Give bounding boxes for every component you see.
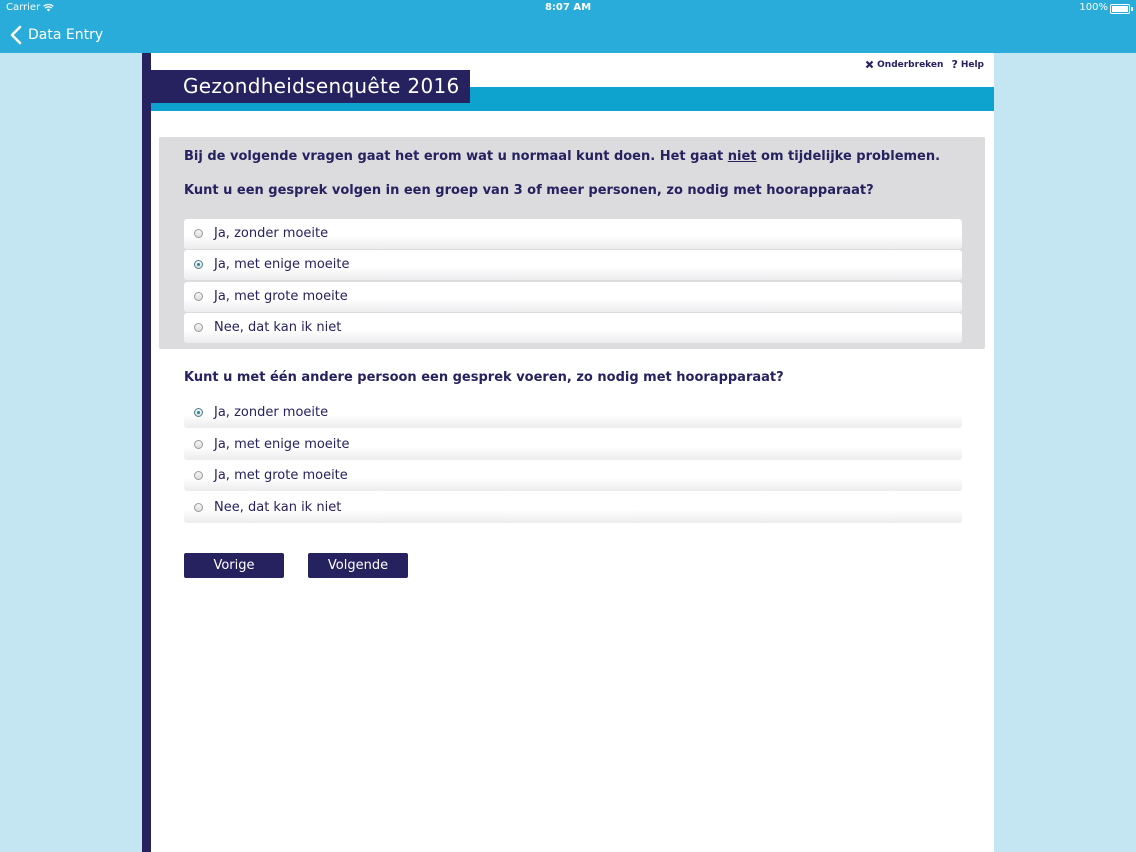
option-label: Ja, met enige moeite	[214, 437, 350, 452]
battery-tip	[1131, 7, 1133, 11]
radio-button[interactable]	[194, 292, 203, 301]
radio-button[interactable]	[194, 471, 203, 480]
help-link[interactable]	[951, 58, 984, 71]
option-label: Nee, dat kan ik niet	[214, 500, 342, 515]
question2-text: Kunt u met één andere persoon een gesprek voeren, zo nodig met hoorapparaat?	[184, 370, 784, 385]
navigation-bar	[0, 17, 1136, 53]
question1-option[interactable]	[184, 250, 962, 280]
top-links	[865, 58, 984, 71]
question2-option[interactable]	[184, 493, 962, 523]
intro-text-after: om tijdelijke problemen.	[756, 149, 941, 164]
interrupt-link-label: Onderbreken	[877, 59, 944, 70]
status-bar	[0, 0, 1136, 17]
option-label: Ja, zonder moeite	[214, 405, 329, 420]
clock: 8:07 AM	[544, 2, 592, 13]
help-icon: ?	[951, 58, 958, 71]
question1-text: Kunt u een gesprek volgen in een groep van 3 of meer personen, zo nodig met hoorapparaat?	[184, 183, 874, 198]
question1-option[interactable]	[184, 282, 962, 312]
battery-icon	[1110, 4, 1130, 14]
option-label: Ja, met grote moeite	[214, 289, 348, 304]
chevron-left-icon	[8, 25, 26, 45]
survey-page	[142, 53, 994, 852]
option-label: Nee, dat kan ik niet	[214, 320, 342, 335]
radio-button-selected[interactable]	[194, 408, 203, 417]
option-label: Ja, met grote moeite	[214, 468, 348, 483]
intro-emphasis: niet	[727, 149, 757, 164]
next-button[interactable]: Volgende	[308, 553, 408, 578]
interrupt-link[interactable]	[865, 58, 943, 71]
intro-text	[184, 149, 984, 164]
page-left-border	[142, 53, 151, 852]
question2-option[interactable]	[184, 398, 962, 428]
question2-option[interactable]	[184, 430, 962, 460]
option-label: Ja, met enige moeite	[214, 257, 350, 272]
radio-button[interactable]	[194, 323, 203, 332]
battery-percentage: 100%	[1079, 2, 1108, 13]
back-button[interactable]	[8, 24, 103, 46]
carrier-label: Carrier	[6, 2, 41, 13]
radio-button[interactable]	[194, 503, 203, 512]
intro-text-before: Bij de volgende vragen gaat het erom wat u normaal kunt doen. Het gaat	[184, 149, 728, 164]
radio-button[interactable]	[194, 229, 203, 238]
back-button-label: Data Entry	[28, 27, 104, 43]
question2-option[interactable]	[184, 461, 962, 491]
option-label: Ja, zonder moeite	[214, 226, 329, 241]
page-title: Gezondheidsenquête 2016	[151, 70, 470, 103]
help-link-label: Help	[960, 59, 984, 70]
previous-button[interactable]: Vorige	[184, 553, 284, 578]
radio-button-selected[interactable]	[194, 260, 203, 269]
radio-button[interactable]	[194, 440, 203, 449]
question1-option[interactable]	[184, 219, 962, 249]
question1-option[interactable]	[184, 313, 962, 343]
close-icon	[865, 60, 874, 69]
